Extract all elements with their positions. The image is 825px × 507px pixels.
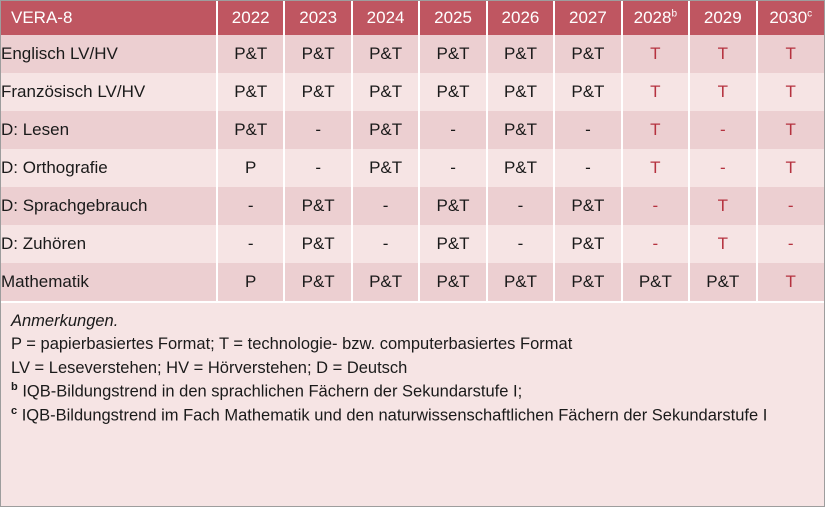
table-row xyxy=(1,149,824,187)
cell-mathematik-2025: P&T xyxy=(419,263,486,301)
cell-orthografie-2027: - xyxy=(554,149,621,187)
cell-englisch-2028: T xyxy=(622,35,689,73)
column-header-label: 2024 xyxy=(366,8,405,27)
column-header-2025 xyxy=(419,1,486,35)
notes-line-footnote-c xyxy=(11,404,814,428)
table-header xyxy=(1,1,824,35)
cell-orthografie-2030: T xyxy=(757,149,825,187)
column-header-2022 xyxy=(217,1,284,35)
table-corner-header: VERA-8 xyxy=(1,1,217,35)
cell-franzoesisch-2029: T xyxy=(689,73,756,111)
notes-line-abbreviations: LV = Leseverstehen; HV = Hörverstehen; D = Deutsch xyxy=(11,358,408,377)
cell-zuhoeren-2024: - xyxy=(352,225,419,263)
table-row xyxy=(1,263,824,301)
table-row xyxy=(1,35,824,73)
cell-franzoesisch-2028: T xyxy=(622,73,689,111)
column-header-label: 2028 xyxy=(633,8,672,27)
cell-lesen-2024: P&T xyxy=(352,111,419,149)
column-header-label: 2027 xyxy=(568,8,607,27)
row-label-orthografie: D: Orthografie xyxy=(1,149,217,187)
footnote-marker-c: c xyxy=(807,8,813,20)
column-header-label: 2025 xyxy=(434,8,472,27)
cell-franzoesisch-2022: P&T xyxy=(217,73,284,111)
cell-franzoesisch-2025: P&T xyxy=(419,73,486,111)
cell-lesen-2022: P&T xyxy=(217,111,284,149)
cell-franzoesisch-2024: P&T xyxy=(352,73,419,111)
column-header-2024 xyxy=(352,1,419,35)
cell-lesen-2030: T xyxy=(757,111,825,149)
cell-sprachgebrauch-2026: - xyxy=(487,187,554,225)
cell-mathematik-2024: P&T xyxy=(352,263,419,301)
cell-sprachgebrauch-2024: - xyxy=(352,187,419,225)
cell-zuhoeren-2026: - xyxy=(487,225,554,263)
notes-heading: Anmerkungen. xyxy=(11,312,119,330)
cell-englisch-2022: P&T xyxy=(217,35,284,73)
table-notes xyxy=(1,301,824,436)
cell-mathematik-2027: P&T xyxy=(554,263,621,301)
notes-line-formats: P = papierbasiertes Format; T = technologie- bzw. computerbasiertes Format xyxy=(11,335,573,354)
cell-orthografie-2028: T xyxy=(622,149,689,187)
column-header-2030 xyxy=(757,1,825,35)
cell-sprachgebrauch-2029: T xyxy=(689,187,756,225)
cell-englisch-2023: P&T xyxy=(284,35,351,73)
column-header-label: 2030 xyxy=(769,8,808,27)
cell-lesen-2025: - xyxy=(419,111,486,149)
cell-franzoesisch-2023: P&T xyxy=(284,73,351,111)
cell-orthografie-2026: P&T xyxy=(487,149,554,187)
cell-englisch-2030: T xyxy=(757,35,825,73)
cell-lesen-2023: - xyxy=(284,111,351,149)
cell-orthografie-2022: P xyxy=(217,149,284,187)
cell-sprachgebrauch-2023: P&T xyxy=(284,187,351,225)
cell-sprachgebrauch-2025: P&T xyxy=(419,187,486,225)
cell-englisch-2029: T xyxy=(689,35,756,73)
cell-orthografie-2023: - xyxy=(284,149,351,187)
column-header-label: 2022 xyxy=(231,8,270,27)
cell-mathematik-2022: P xyxy=(217,263,284,301)
row-label-mathematik: Mathematik xyxy=(1,263,217,301)
cell-lesen-2029: - xyxy=(689,111,756,149)
cell-sprachgebrauch-2027: P&T xyxy=(554,187,621,225)
footnote-b-text: IQB-Bildungstrend in den sprachlichen Fächern der Sekundarstufe I; xyxy=(17,382,523,401)
cell-mathematik-2028: P&T xyxy=(622,263,689,301)
cell-franzoesisch-2026: P&T xyxy=(487,73,554,111)
footnote-marker-b: b xyxy=(671,8,678,20)
row-label-zuhoeren: D: Zuhören xyxy=(1,225,217,263)
table-header-row xyxy=(1,1,824,35)
column-header-label: 2026 xyxy=(501,8,540,27)
cell-sprachgebrauch-2028: - xyxy=(622,187,689,225)
cell-zuhoeren-2027: P&T xyxy=(554,225,621,263)
vera8-schedule-table xyxy=(1,1,824,301)
footnote-marker-b: b xyxy=(11,381,18,394)
cell-englisch-2027: P&T xyxy=(554,35,621,73)
cell-sprachgebrauch-2030: - xyxy=(757,187,825,225)
cell-orthografie-2029: - xyxy=(689,149,756,187)
cell-englisch-2026: P&T xyxy=(487,35,554,73)
cell-lesen-2026: P&T xyxy=(487,111,554,149)
cell-orthografie-2024: P&T xyxy=(352,149,419,187)
table-row xyxy=(1,187,824,225)
cell-mathematik-2030: T xyxy=(757,263,825,301)
row-label-lesen: D: Lesen xyxy=(1,111,217,149)
cell-lesen-2027: - xyxy=(554,111,621,149)
cell-mathematik-2026: P&T xyxy=(487,263,554,301)
column-header-2023 xyxy=(284,1,351,35)
column-header-label: 2029 xyxy=(703,8,742,27)
cell-orthografie-2025: - xyxy=(419,149,486,187)
table-row xyxy=(1,73,824,111)
cell-zuhoeren-2023: P&T xyxy=(284,225,351,263)
column-header-2027 xyxy=(554,1,621,35)
cell-englisch-2024: P&T xyxy=(352,35,419,73)
column-header-label: 2023 xyxy=(299,8,338,27)
column-header-2026 xyxy=(487,1,554,35)
row-label-englisch: Englisch LV/HV xyxy=(1,35,217,73)
cell-zuhoeren-2030: - xyxy=(757,225,825,263)
notes-line-footnote-b xyxy=(11,380,814,404)
column-header-2029 xyxy=(689,1,756,35)
cell-mathematik-2029: P&T xyxy=(689,263,756,301)
cell-englisch-2025: P&T xyxy=(419,35,486,73)
cell-mathematik-2023: P&T xyxy=(284,263,351,301)
row-label-franzoesisch: Französisch LV/HV xyxy=(1,73,217,111)
cell-franzoesisch-2027: P&T xyxy=(554,73,621,111)
table-row xyxy=(1,111,824,149)
cell-lesen-2028: T xyxy=(622,111,689,149)
table-row xyxy=(1,225,824,263)
cell-zuhoeren-2029: T xyxy=(689,225,756,263)
table-body xyxy=(1,35,824,301)
cell-sprachgebrauch-2022: - xyxy=(217,187,284,225)
footnote-c-text: IQB-Bildungstrend im Fach Mathematik und den naturwissenschaftlichen Fächern der Sekundarstufe I xyxy=(17,406,768,425)
row-label-sprachgebrauch: D: Sprachgebrauch xyxy=(1,187,217,225)
footnote-marker-c: c xyxy=(11,405,18,418)
column-header-2028 xyxy=(622,1,689,35)
cell-zuhoeren-2025: P&T xyxy=(419,225,486,263)
cell-zuhoeren-2022: - xyxy=(217,225,284,263)
cell-franzoesisch-2030: T xyxy=(757,73,825,111)
cell-zuhoeren-2028: - xyxy=(622,225,689,263)
